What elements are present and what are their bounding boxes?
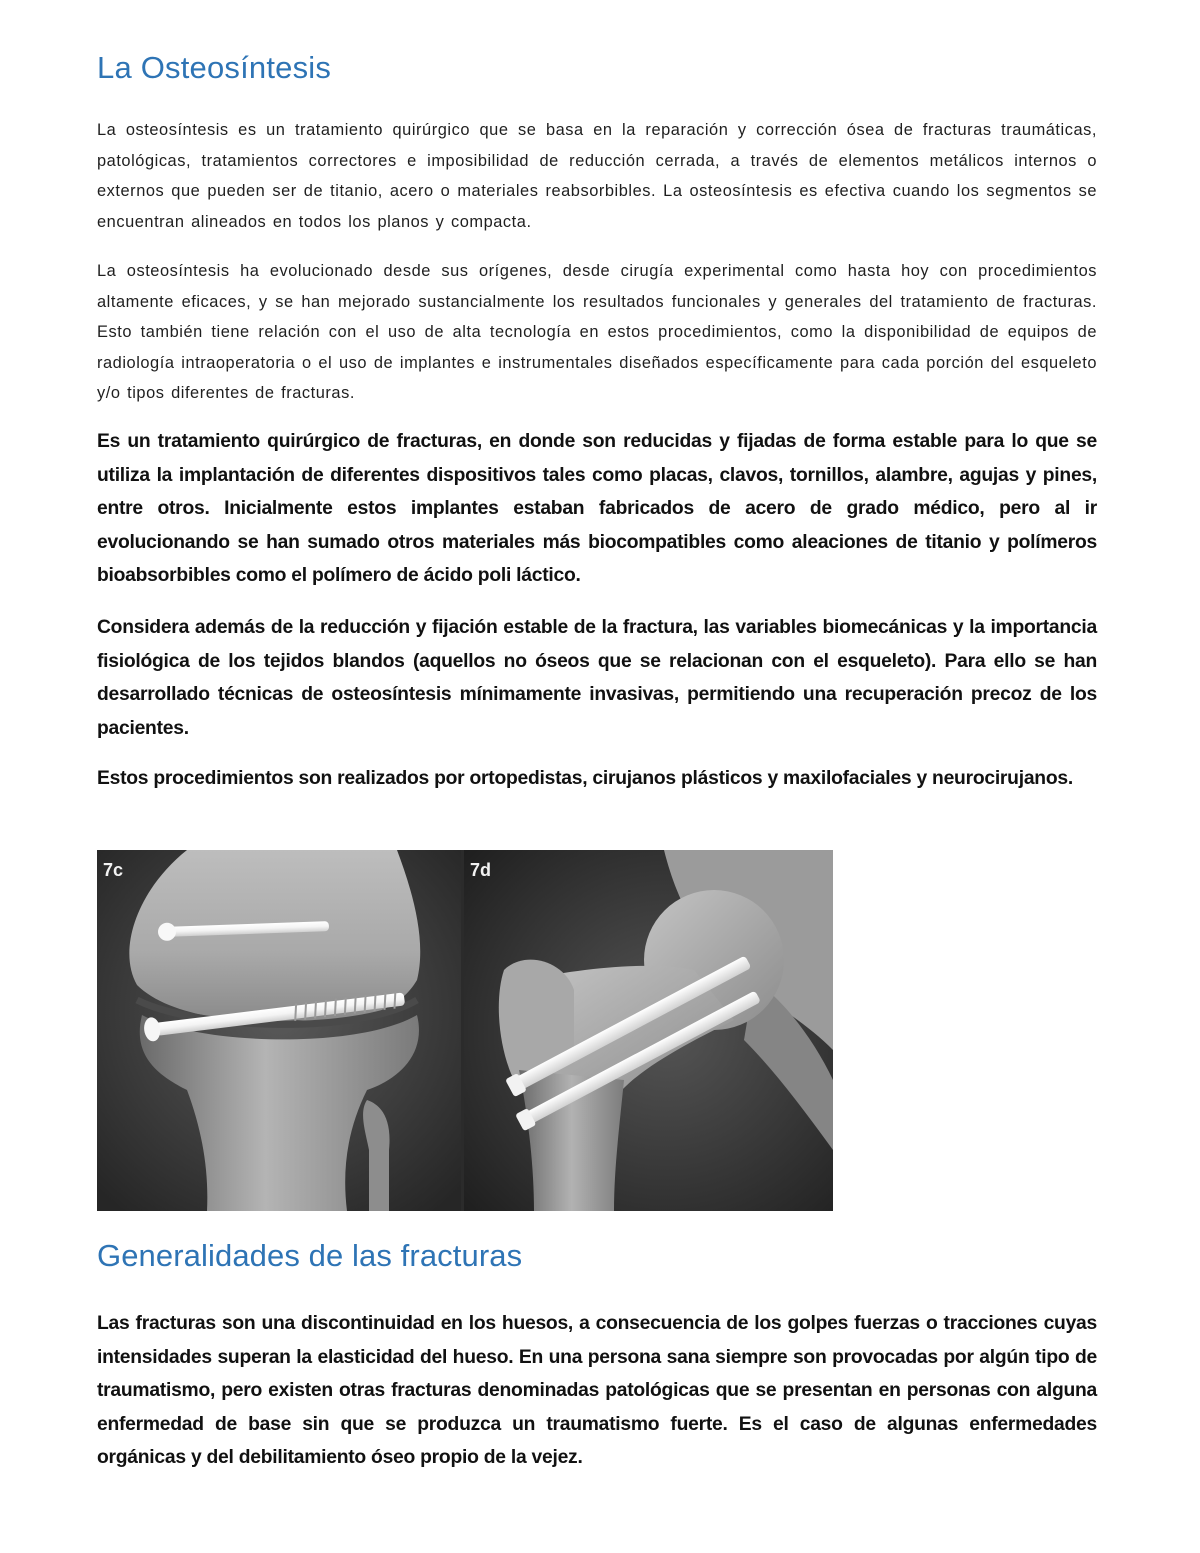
- paragraph-biomechanics: Considera además de la reducción y fijación estable de la fractura, las variables biomecánicas y la importancia fisiológica de los tejidos blandos (aquellos no óseos que se relacionan con el esqueleto). Para ello se han desarrollado técnicas de osteosíntesis mínimamente invasivas, permitiendo una recuperación precoz de los pacientes.: [97, 617, 1097, 739]
- page-title: La Osteosíntesis: [97, 50, 332, 85]
- xray-panel-7d: [464, 850, 833, 1211]
- paragraph-evolution: La osteosíntesis ha evolucionado desde sus orígenes, desde cirugía experimental como hasta hoy con procedimientos altamente eficaces, y se han mejorado sustancialmente los resultados funcionales y generales del tratamiento de fracturas. Esto también tiene relación con el uso de alta tecnología en estos procedimientos, como la disponibilidad de equipos de radiología intraoperatoria o el uso de implantes e instrumentales diseñados específicamente para cada porción del esqueleto y/o tipos diferentes de fracturas.: [97, 262, 1097, 402]
- xray-panel-7c: [97, 850, 461, 1211]
- section-title-fracturas: Generalidades de las fracturas: [97, 1238, 523, 1273]
- panel-label-7d: 7d: [470, 860, 492, 880]
- xray-figure: [97, 850, 833, 1211]
- knee-xray-image: [97, 850, 461, 1211]
- paragraph-treatment: Es un tratamiento quirúrgico de fracturas, en donde son reducidas y fijadas de forma estable para lo que se utiliza la implantación de diferentes dispositivos tales como placas, clavos, tornillos, alambre, agujas y pines, entre otros. Inicialmente estos implantes estaban fabricados de acero de grado médico, pero al ir evolucionando se han sumado otros materiales más biocompatibles como aleaciones de titanio y polímeros bioabsorbibles como el polímero de ácido poli láctico.: [97, 431, 1097, 587]
- hip-xray-image: [464, 850, 833, 1211]
- paragraph-fracturas: Las fracturas son una discontinuidad en los huesos, a consecuencia de los golpes fuerzas o tracciones cuyas intensidades superan la elasticidad del hueso. En una persona sana siempre son provocadas por algún tipo de traumatismo, pero existen otras fracturas denominadas patológicas que se presentan en personas con alguna enfermedad de base sin que se produzca un traumatismo fuerte. Es el caso de algunas enfermedades orgánicas y del debilitamiento óseo propio de la vejez.: [97, 1313, 1097, 1469]
- paragraph-specialists: Estos procedimientos son realizados por ortopedistas, cirujanos plásticos y maxilofaciales y neurocirujanos.: [97, 768, 1073, 789]
- panel-label-7c: 7c: [103, 860, 124, 880]
- paragraph-definition: La osteosíntesis es un tratamiento quirúrgico que se basa en la reparación y corrección ósea de fracturas traumáticas, patológicas, tratamientos correctores e imposibilidad de reducción cerrada, a través de elementos metálicos internos o externos que pueden ser de titanio, acero o materiales reabsorbibles. La osteosíntesis es efectiva cuando los segmentos se encuentran alineados en todos los planos y compacta.: [97, 121, 1097, 231]
